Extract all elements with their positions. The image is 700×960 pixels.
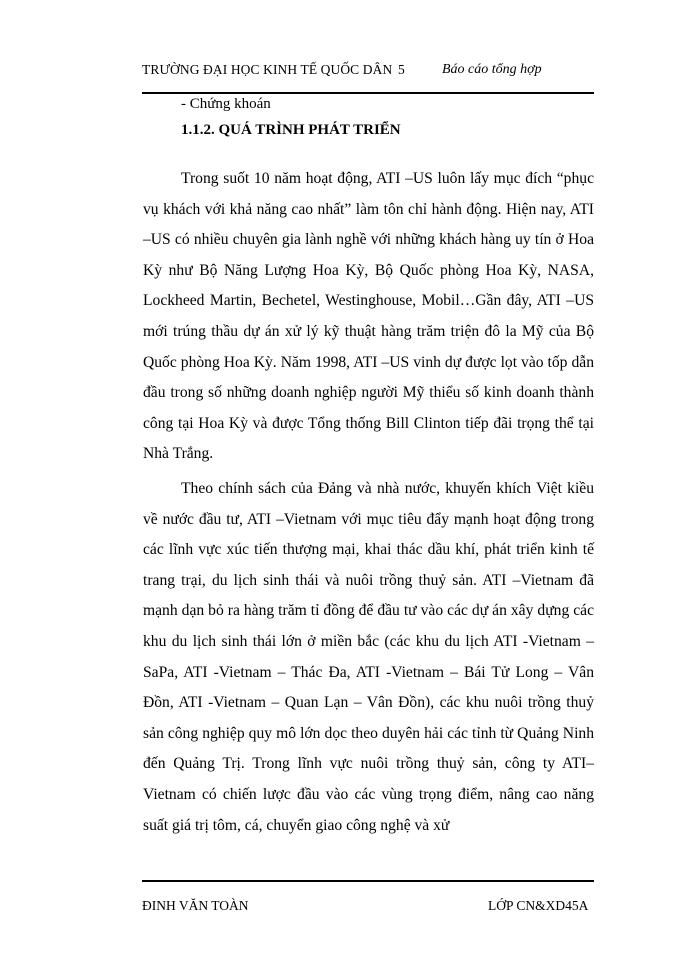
page-header xyxy=(142,58,594,88)
paragraph-2: Theo chính sách của Đảng và nhà nước, khuyến khích Việt kiều về nước đầu tư, ATI –Vietnam với mục tiêu đẩy mạnh hoạt động trong các lĩnh vực xúc tiến thượng mại, khai thác dầu khí, phát triển kinh tế trang trại, du lịch sinh thái và nuôi trồng thuỷ sản. ATI –Vietnam đã mạnh dạn bỏ ra hàng trăm tỉ đồng để đầu tư vào các dự án xây dựng các khu du lịch sinh thái lớn ở miền bắc (các khu du lịch ATI -Vietnam – SaPa, ATI -Vietnam – Thác Đa, ATI -Vietnam – Bái Tử Long – Vân Đồn, ATI -Vietnam – Quan Lạn – Vân Đồn), các khu nuôi trồng thuỷ sản công nghiệp quy mô lớn dọc theo duyên hải các tỉnh từ Quảng Ninh đến Quảng Trị. Trong lĩnh vực nuôi trồng thuỷ sản, công ty ATI–Vietnam có chiến lược đầu vào các vùng trọng điểm, nâng cao năng suất giá trị tôm, cá, chuyển giao công nghệ và xử xyxy=(143,480,594,834)
footer-author: ĐINH VĂN TOÀN xyxy=(142,898,249,913)
school-name: TRƯỜNG ĐẠI HỌC KINH TẾ QUỐC DÂN xyxy=(142,62,393,77)
section-heading: 1.1.2. QUÁ TRÌNH PHÁT TRIỂN xyxy=(181,122,401,138)
footer-divider xyxy=(142,880,594,882)
page-number: 5 xyxy=(398,62,405,77)
paragraph-1: Trong suốt 10 năm hoạt động, ATI –US luôn lấy mục đích “phục vụ khách với khả năng cao nhất” làm tôn chỉ hành động. Hiện nay, ATI –US có nhiều chuyên gia lành nghề với những khách hàng uy tín ở Hoa Kỳ như Bộ Năng Lượng Hoa Kỳ, Bộ Quốc phòng Hoa Kỳ, NASA, Lockheed Martin, Bechetel, Westinghouse, Mobil…Gần đây, ATI –US mới trúng thầu dự án xử lý kỹ thuật hàng trăm triện đô la Mỹ của Bộ Quốc phòng Hoa Kỳ. Năm 1998, ATI –US vinh dự được lọt vào tốp dẫn đầu trong số những doanh nghiệp người Mỹ thiểu số kinh doanh thành công tại Hoa Kỳ và được Tổng thống Bill Clinton tiếp đãi trọng thể tại Nhà Trắng. xyxy=(143,170,594,463)
report-title: Báo cáo tổng hợp xyxy=(442,62,542,77)
footer-class: LỚP CN&XD45A xyxy=(488,898,589,913)
header-divider xyxy=(142,92,594,94)
bullet-item: - Chứng khoán xyxy=(181,96,271,112)
